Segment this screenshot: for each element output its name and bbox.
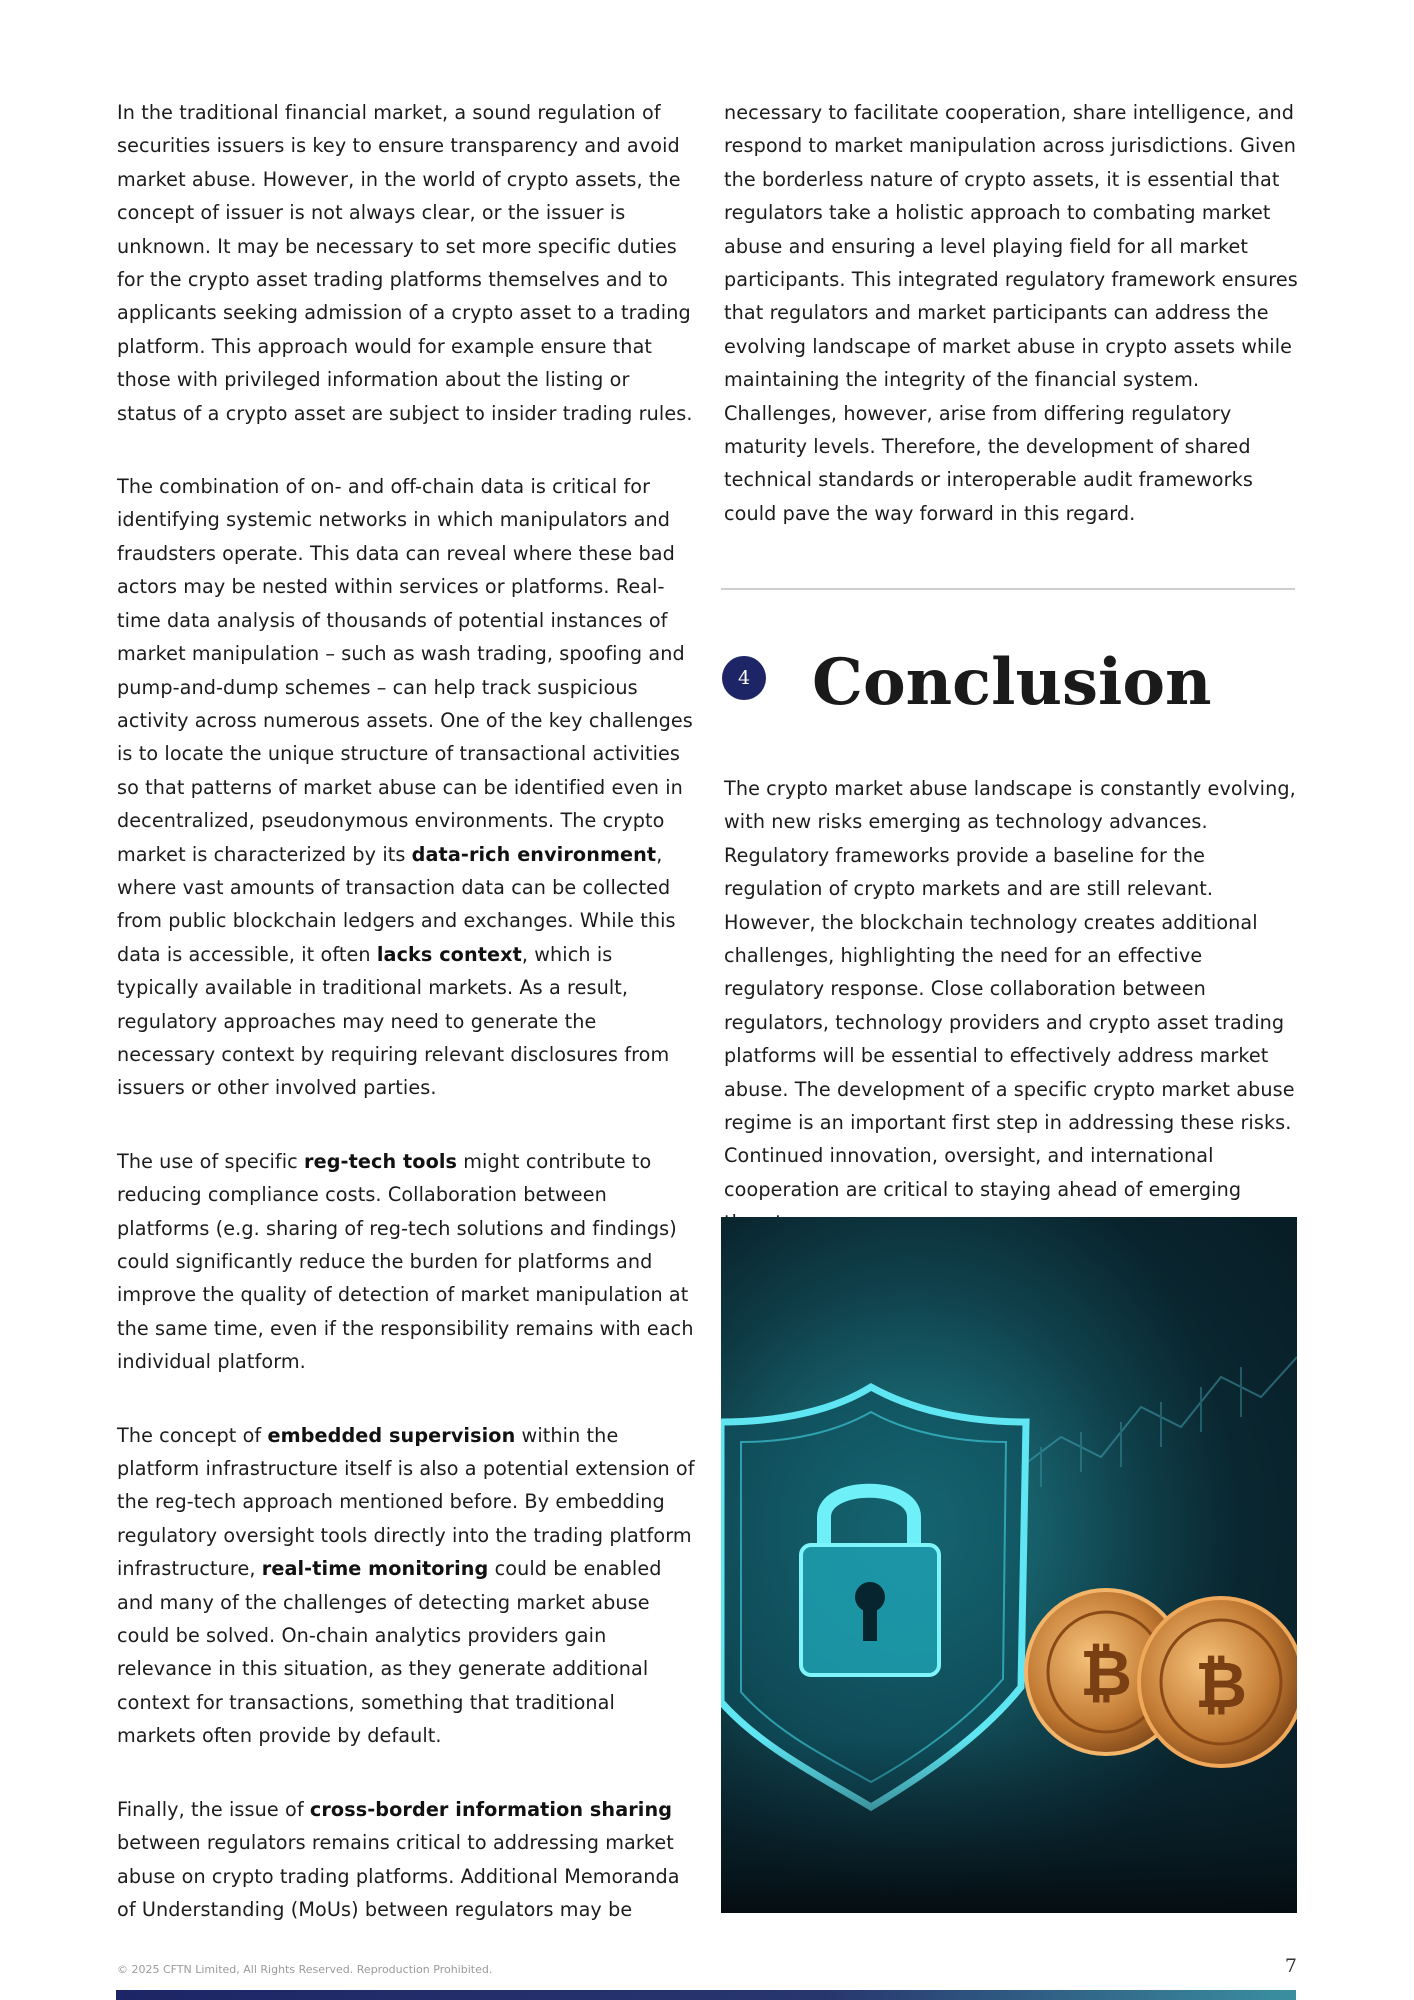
emphasis-lacks-context: lacks context [376, 942, 522, 966]
paragraph-issuer-regulation: In the traditional financial market, a sound regulation of securities issuers is key to ensure transparency and avoid market abuse. However, in the world of crypto assets, the concept of issuer is not always clear, or the issuer is unknown. It may be necessary to set more specific duties for the crypto asset trading platforms themselves and to applicants seeking admission of a crypto asset to a trading platform. This approach would for example ensure that those with privileged information about the listing or status of a crypto asset are subject to insider trading rules. [117, 101, 693, 425]
right-column-continuation [724, 96, 1302, 570]
security-shield-illustration [721, 1217, 1297, 1913]
emphasis-real-time-monitoring: real-time monitoring [261, 1557, 489, 1581]
svg-text:₿: ₿ [1194, 1649, 1248, 1723]
paragraph-cross-border: Finally, the issue of cross-border information sharing between regulators remains critical to addressing market abuse on crypto trading platforms. Additional Memoranda of Understanding (MoUs) between regulators may be [117, 1797, 680, 1921]
section-title: Conclusion [812, 645, 1212, 720]
paragraph-continuation: necessary to facilitate cooperation, share intelligence, and respond to market manipulation across jurisdictions. Given the borderless nature of crypto assets, it is essential that regulators take a holistic approach to combating market abuse and ensuring a level playing field for all market participants. This integrated regulatory framework ensures that regulators and market participants can address the evolving landscape of market abuse in crypto assets while maintaining the integrity of the financial system. Challenges, however, arise from differing regulatory maturity levels. Therefore, the development of shared technical standards or interoperable audit frameworks could pave the way forward in this regard. [724, 101, 1298, 525]
paragraph-reg-tech-tools: The use of specific reg-tech tools might contribute to reducing compliance costs. Collaboration between platforms (e.g. sharing of reg-tech solutions and findings) could significantly reduce the burden for platforms and improve the quality of detection of market manipulation at the same time, even if the responsibility remains with each individual platform. [117, 1149, 694, 1374]
paragraph-conclusion: The crypto market abuse landscape is constantly evolving, with new risks emerging as technology advances. Regulatory frameworks provide a baseline for the regulation of crypto markets and are still relevant. However, the blockchain technology creates additional challenges, highlighting the need for an effective regulatory response. Close collaboration between regulators, technology providers and crypto asset trading platforms will be essential to effectively address market abuse. The development of a specific crypto market abuse regime is an important first step in addressing these risks. Continued innovation, oversight, and international cooperation are critical to staying ahead of emerging [724, 777, 1296, 1201]
footer-accent-bar [116, 1990, 1296, 2000]
footer-copyright: © 2025 CFTN Limited, All Rights Reserved. Reproduction Prohibited. [117, 1963, 493, 1976]
emphasis-reg-tech-tools: reg-tech tools [304, 1149, 458, 1173]
bitcoin-coin-icon [1139, 1598, 1297, 1766]
emphasis-cross-border-sharing: cross-border information sharing [309, 1797, 673, 1821]
section-divider [721, 588, 1295, 590]
left-column [117, 96, 695, 1966]
hero-image [721, 1217, 1297, 1913]
emphasis-data-rich-environment: data-rich environment [411, 842, 657, 866]
paragraph-embedded-supervision: The concept of embedded supervision within the platform infrastructure itself is also a potential extension of the reg-tech approach mentioned before. By embedding regulatory oversight tools directly into the trading platform infrastructure, real-time monitoring could be enabled and many of the challenges of detecting market abuse could be solved. On-chain analytics providers gain relevance in this situation, as they generate additional context for transactions, something that traditional markets often provide by default. [117, 1423, 695, 1748]
section-number-badge: 4 [722, 656, 766, 700]
conclusion-body [724, 772, 1302, 1280]
page-number: 7 [1284, 1955, 1297, 1977]
emphasis-embedded-supervision: embedded supervision [267, 1423, 516, 1447]
svg-text:₿: ₿ [1079, 1637, 1133, 1711]
paragraph-on-off-chain-data: The combination of on- and off-chain data is critical for identifying systemic networks in which manipulators and fraudsters operate. This data can reveal where these bad actors may be nested within services or platforms. Real-time data analysis of thousands of potential instances of market manipulation – such as wash trading, spoofing and pump-and-dump schemes – can help track suspicious activity across numerous assets. One of the key challenges is to locate the unique structure of transactional activities so that patterns of market abuse can be identified even in decentralized, pseudonymous environments. The crypto market is characterized by its data-rich environment, where vast amounts of transaction data can be collected from public blockchain ledgers and exchanges. While this data is accessible, it often lacks context, which is typically available in traditional markets. As a result, regulatory approaches may need to generate the necessary context by requiring relevant disclosures from issuers or other involved parties. [117, 475, 693, 1100]
